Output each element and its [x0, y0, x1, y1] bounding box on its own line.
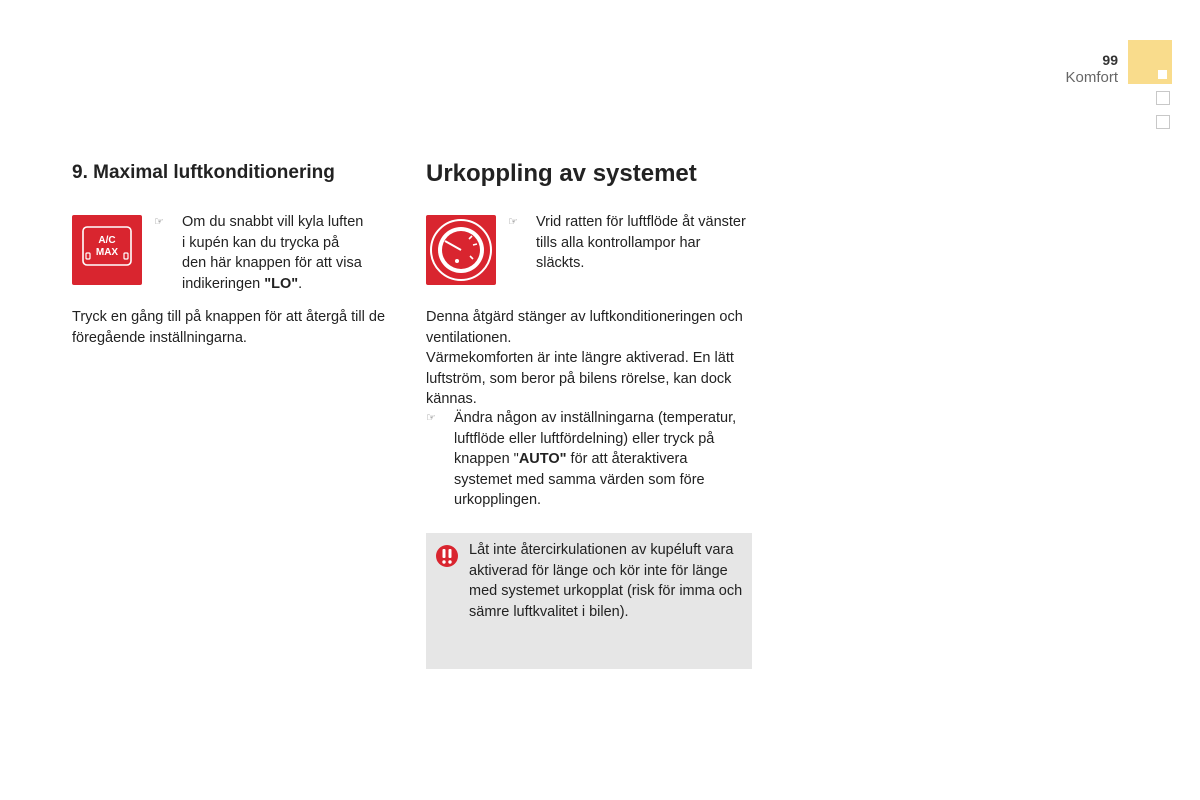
pointer-icon: ☞ — [508, 216, 518, 228]
section-marker-box — [1156, 91, 1170, 105]
pointer-icon: ☞ — [426, 412, 436, 424]
warning-text: Låt inte återcirkulationen av kupéluft vara aktiverad för länge och kör inte för länge med systemet urkopplat (risk för imma och sämre luftkvalitet i bilen). — [469, 542, 743, 620]
list-item — [154, 212, 394, 294]
list-item — [426, 408, 748, 511]
page-number: 99 — [1102, 52, 1118, 68]
chapter-title: Komfort — [1065, 69, 1118, 86]
bullet-text: Om du snabbt vill kyla luften i kupén kan du trycka på den här knappen för att visa indikeringen "LO". — [182, 214, 364, 292]
list-item — [508, 212, 748, 274]
bullet-text: Vrid ratten för luftflöde åt vänster tills alla kontrollampor har släckts. — [536, 214, 746, 271]
ac-max-button-icon — [72, 215, 142, 285]
warning-icon — [436, 545, 458, 567]
pointer-icon: ☞ — [154, 216, 164, 228]
bullet-text: Ändra någon av inställningarna (temperatur, luftflöde eller luftfördelning) eller tryck på knappen "AUTO" för att återaktivera systemet med samma värden som före urkopplingen. — [454, 410, 737, 508]
paragraph: Denna åtgärd stänger av luftkonditioneringen och ventilationen. Värmekomforten är inte längre aktiverad. En lätt luftström, som beror på bilens rörelse, kan dock kännas. — [426, 309, 743, 407]
max-label: MAX — [95, 247, 119, 258]
section-heading-max-ac: 9. Maximal luftkonditionering — [72, 162, 335, 183]
section-heading-system-off: Urkoppling av systemet — [426, 160, 697, 187]
section-marker-box — [1156, 115, 1170, 129]
ac-label: A/C — [98, 235, 116, 246]
airflow-dial-icon — [426, 215, 496, 285]
paragraph: Tryck en gång till på knappen för att återgå till de föregående inställningarna. — [72, 309, 386, 346]
chapter-tab-marker — [1158, 70, 1167, 79]
